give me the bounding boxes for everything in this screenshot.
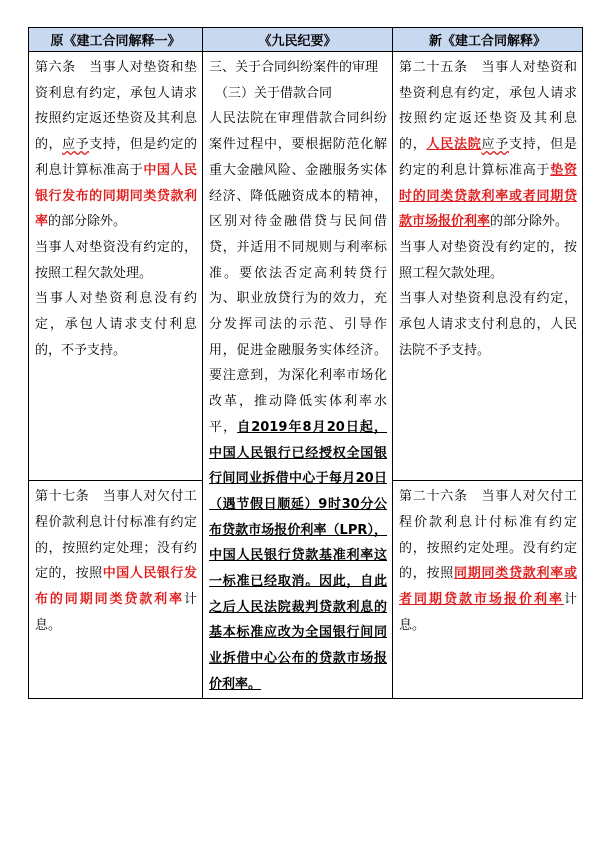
table-row [29,52,583,481]
old-article-6-cell [29,52,203,481]
header-row [29,28,583,52]
jiumin-subsection-heading: （三）关于借款合同 [215,85,333,101]
highlight-lpr-text: 自2019年8月20日起，中国人民银行已经授权全国银行间同业拆借中心于每月20日（遇节假日顺延）9时30分公布贷款市场报价利率（LPR），中国人民银行贷款基准利率这一标准已经取消。因此，自此之后人民法院裁判贷款利息的基本标准应改为全国银行间同业拆借中心公布的贷款市场报价利率。 [209,419,387,692]
new-article-25-para: 当事人对垫资利息没有约定，承包人请求支付利息的，人民法院不予支持。 [399,291,577,358]
highlight-pboc-rate: 中国人民银行发布的同期同类贷款利率 [35,162,197,230]
new-article-25-para: 当事人对垫资没有约定的，按照工程欠款处理。 [399,239,577,281]
header-jiumin-minutes: 《九民纪要》 [203,28,393,52]
new-article-25-cell [393,52,583,481]
header-new-interpretation: 新《建工合同解释》 [393,28,583,52]
highlight-new-rate: 垫资时的同类贷款利率或者同期贷款市场报价利率 [399,162,577,230]
old-article-17-cell [29,481,203,698]
header-old-interpretation: 原《建工合同解释一》 [29,28,203,52]
jiumin-minutes-cell [203,52,393,699]
comparison-table [28,27,583,699]
highlight-new-rate: 同期同类贷款利率或者同期贷款市场报价利率 [399,566,577,608]
old-article-17-para: 第十七条 当事人对欠付工程价款利息计付标准有约定的，按照约定处理；没有约定的，按照中国人民银行发布的同期同类贷款利率计息。 [35,489,197,633]
new-article-26-cell [393,481,583,698]
jiumin-body: 人民法院在审理借款合同纠纷案件过程中，要根据防范化解重大金融风险、金融服务实体经济、降低融资成本的精神，区别对待金融借贷与民间借贷，并适用不同规则与利率标准。要依法否定高利转贷行为、职业放贷行为的效力，充分发挥司法的示范、引导作用，促进金融服务实体经济。要注意到，为深化利率市场化改革，推动降低实体利率水平，自2019年8月20日起，中国人民银行已经授权全国银行间同业拆借中心于每月20日（遇节假日顺延）9时30分公布贷款市场报价利率（LPR），中国人民银行贷款基准利率这一标准已经取消。因此，自此之后人民法院裁判贷款利息的基本标准应改为全国银行间同业拆借中心公布的贷款市场报价利率。 [209,111,387,692]
old-article-6-para: 当事人对垫资没有约定的，按照工程欠款处理。 [35,239,197,281]
new-article-25-para: 第二十五条 当事人对垫资和垫资利息有约定，承包人请求按照约定返还垫资及其利息的，人民法院应予支持，但是约定的利息计算标准高于垫资时的同类贷款利率或者同期贷款市场报价利率的部分除外。 [399,60,577,230]
jiumin-section-heading: 三、关于合同纠纷案件的审理 [209,60,379,75]
highlight-pboc-rate: 中国人民银行发布的同期同类贷款利率 [35,566,197,608]
highlight-peoples-court: 人民法院 [426,137,482,153]
old-article-6-para: 当事人对垫资利息没有约定，承包人请求支付利息的，不予支持。 [35,291,197,358]
new-article-26-para: 第二十六条 当事人对欠付工程价款利息计付标准有约定的，按照约定处理。没有约定的，按照同期同类贷款利率或者同期贷款市场报价利率计息。 [399,489,577,633]
old-article-6-para: 第六条 当事人对垫资和垫资利息有约定，承包人请求按照约定返还垫资及其利息的，应予支持，但是约定的利息计算标准高于中国人民银行发布的同期同类贷款利率的部分除外。 [35,60,197,230]
